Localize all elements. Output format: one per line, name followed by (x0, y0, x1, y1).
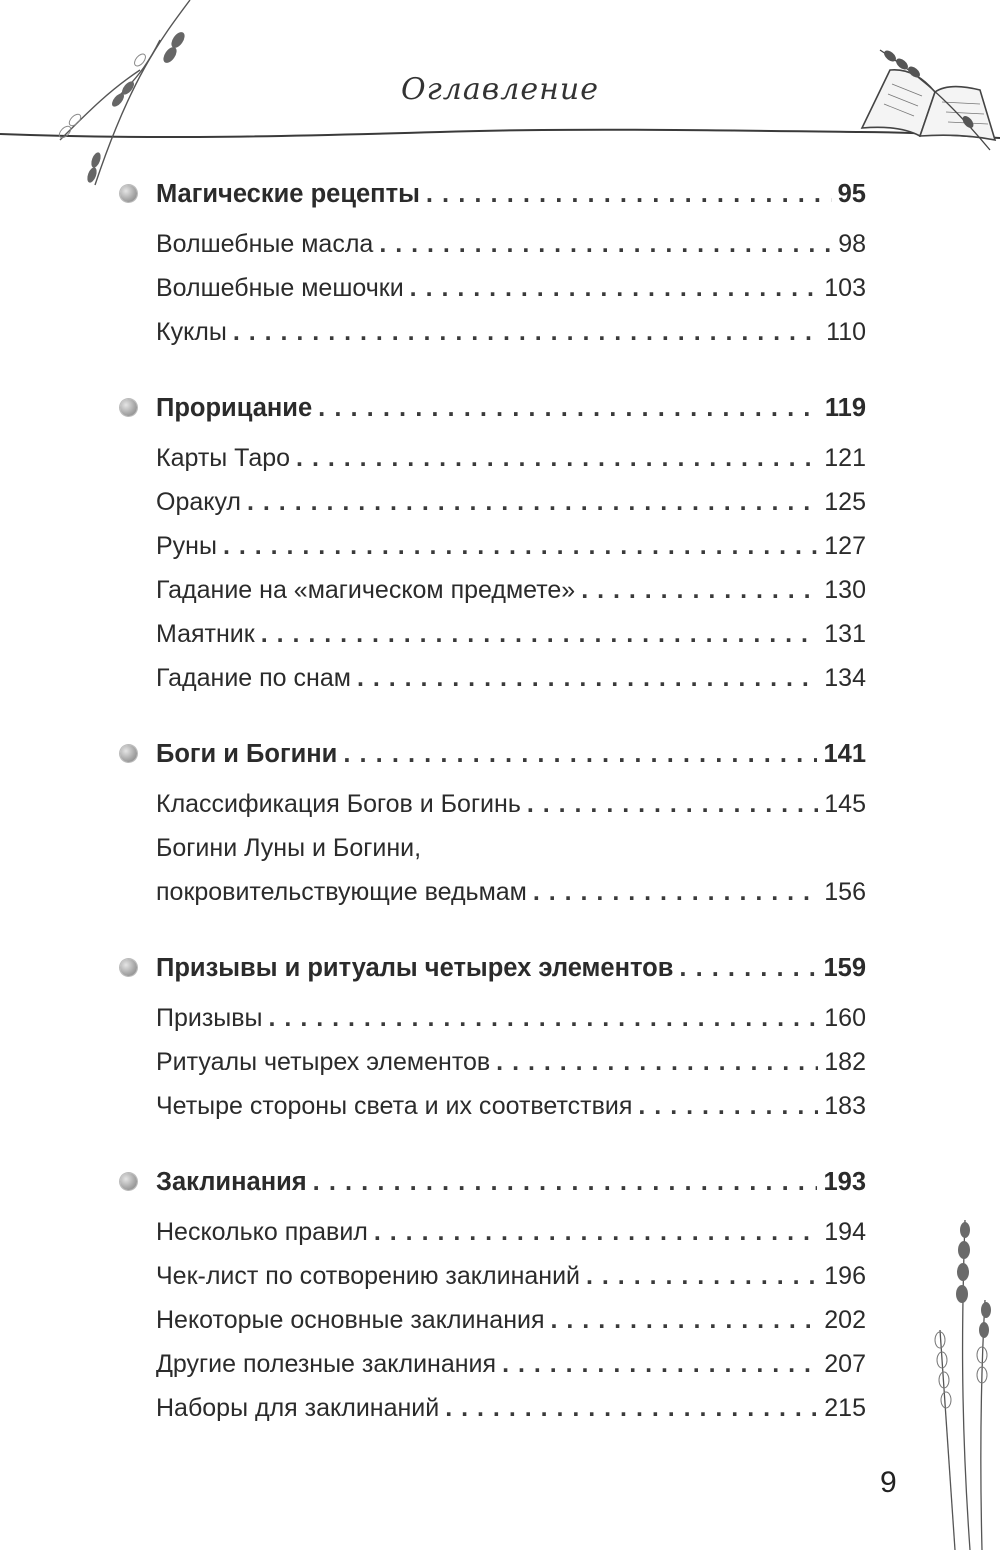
toc-entry[interactable] (118, 222, 866, 266)
toc-section (118, 944, 866, 1128)
toc-entry-label: Наборы для заклинаний (156, 1394, 440, 1422)
toc-entry[interactable] (118, 524, 866, 568)
toc-page-number: 193 (823, 1168, 866, 1196)
page-title: Оглавление (401, 72, 599, 107)
toc-page-number: 119 (824, 394, 866, 422)
toc-entry-label: покровительствующие ведьмам (156, 878, 527, 906)
toc-entry[interactable] (118, 1254, 866, 1298)
page-number: 9 (880, 1466, 897, 1499)
toc-page-number: 98 (838, 230, 866, 258)
toc-entry[interactable] (118, 266, 866, 310)
toc-section (118, 170, 866, 354)
toc-page-number: 196 (824, 1262, 866, 1290)
toc-page-number: 110 (826, 318, 866, 346)
toc-section-heading[interactable] (118, 944, 866, 992)
toc-page-number: 145 (824, 790, 866, 818)
toc-page-number: 125 (824, 488, 866, 516)
toc-heading-label: Заклинания (156, 1168, 307, 1196)
toc-page-number: 202 (824, 1306, 866, 1334)
toc-page-number: 207 (824, 1350, 866, 1378)
table-of-contents (118, 170, 866, 1460)
toc-entry-label: Куклы (156, 318, 227, 346)
dot-leader (313, 1158, 818, 1206)
toc-entry[interactable] (118, 1342, 866, 1386)
bullet-icon (120, 959, 137, 976)
dot-leader (533, 870, 818, 914)
dot-leader (296, 436, 818, 480)
toc-entry-label: Ритуалы четырех элементов (156, 1048, 491, 1076)
bullet-icon (120, 399, 137, 416)
toc-entry[interactable] (118, 1210, 866, 1254)
dot-leader (638, 1084, 818, 1128)
toc-entry[interactable] (118, 612, 866, 656)
bullet-icon (120, 185, 137, 202)
toc-entry-label: Оракул (156, 488, 242, 516)
toc-entry-label: Гадание по снам (156, 664, 351, 692)
dot-leader (379, 222, 832, 266)
toc-page-number: 103 (824, 274, 866, 302)
toc-page-number: 95 (837, 180, 866, 208)
toc-entry[interactable] (118, 310, 866, 354)
toc-entry[interactable] (118, 568, 866, 612)
toc-entry[interactable] (118, 656, 866, 700)
toc-page-number: 131 (824, 620, 866, 648)
toc-entry-label: Некоторые основные заклинания (156, 1306, 545, 1334)
dot-leader (410, 266, 819, 310)
toc-entry-label: Другие полезные заклинания (156, 1350, 497, 1378)
toc-section-heading[interactable] (118, 384, 866, 432)
bullet-icon (120, 1173, 137, 1190)
toc-entry[interactable] (118, 1040, 866, 1084)
toc-entry[interactable] (118, 436, 866, 480)
toc-section-heading[interactable] (118, 170, 866, 218)
toc-entry[interactable] (118, 480, 866, 524)
toc-section-heading[interactable] (118, 1158, 866, 1206)
toc-page-number: 183 (824, 1092, 866, 1120)
toc-heading-label: Прорицание (156, 394, 313, 422)
toc-entry-label: Карты Таро (156, 444, 291, 472)
toc-page-number: 215 (824, 1394, 866, 1422)
dot-leader (502, 1342, 818, 1386)
lavender-stems-icon (910, 1210, 1000, 1550)
toc-entry-label: Маятник (156, 620, 255, 648)
dot-leader (496, 1040, 818, 1084)
toc-page-number: 159 (823, 954, 866, 982)
toc-page-number: 156 (824, 878, 866, 906)
toc-heading-label: Призывы и ритуалы четырех элементов (156, 954, 674, 982)
toc-entry[interactable] (118, 870, 866, 914)
toc-entry-first-line[interactable]: Богини Луны и Богини, (156, 834, 422, 862)
toc-entry[interactable] (118, 782, 866, 826)
toc-entry-label: Призывы (156, 1004, 263, 1032)
toc-entry-label: Волшебные мешочки (156, 274, 404, 302)
toc-section (118, 730, 866, 914)
toc-entry-label: Классификация Богов и Богинь (156, 790, 521, 818)
toc-page-number: 127 (824, 532, 866, 560)
toc-entry-label: Руны (156, 532, 217, 560)
toc-entry[interactable] (118, 1084, 866, 1128)
toc-entry[interactable] (118, 996, 866, 1040)
toc-page-number: 194 (824, 1218, 866, 1246)
toc-page-number: 141 (823, 740, 866, 768)
toc-entry-label: Несколько правил (156, 1218, 368, 1246)
dot-leader (679, 944, 817, 992)
toc-heading-label: Боги и Богини (156, 740, 338, 768)
dot-leader (445, 1386, 818, 1430)
dot-leader (269, 996, 819, 1040)
dot-leader (551, 1298, 819, 1342)
toc-page-number: 160 (824, 1004, 866, 1032)
toc-entry-label: Четыре стороны света и их соответствия (156, 1092, 633, 1120)
dot-leader (247, 480, 818, 524)
dot-leader (586, 1254, 818, 1298)
dot-leader (343, 730, 817, 778)
dot-leader (581, 568, 818, 612)
toc-entry[interactable] (118, 1298, 866, 1342)
dot-leader (261, 612, 819, 656)
toc-entry[interactable] (118, 1386, 866, 1430)
dot-leader (318, 384, 819, 432)
toc-entry-label: Гадание на «магическом предмете» (156, 576, 576, 604)
toc-page-number: 182 (824, 1048, 866, 1076)
dot-leader (233, 310, 820, 354)
toc-section (118, 1158, 866, 1430)
toc-section (118, 384, 866, 700)
toc-entry-label: Чек-лист по сотворению заклинаний (156, 1262, 581, 1290)
dot-leader (357, 656, 818, 700)
dot-leader (374, 1210, 818, 1254)
toc-heading-label: Магические рецепты (156, 180, 420, 208)
bullet-icon (120, 745, 137, 762)
dot-leader (527, 782, 818, 826)
dot-leader (223, 524, 818, 568)
toc-page-number: 121 (824, 444, 866, 472)
toc-page-number: 130 (824, 576, 866, 604)
toc-section-heading[interactable] (118, 730, 866, 778)
toc-page-number: 134 (824, 664, 866, 692)
toc-entry-label: Волшебные масла (156, 230, 374, 258)
dot-leader (426, 170, 832, 218)
